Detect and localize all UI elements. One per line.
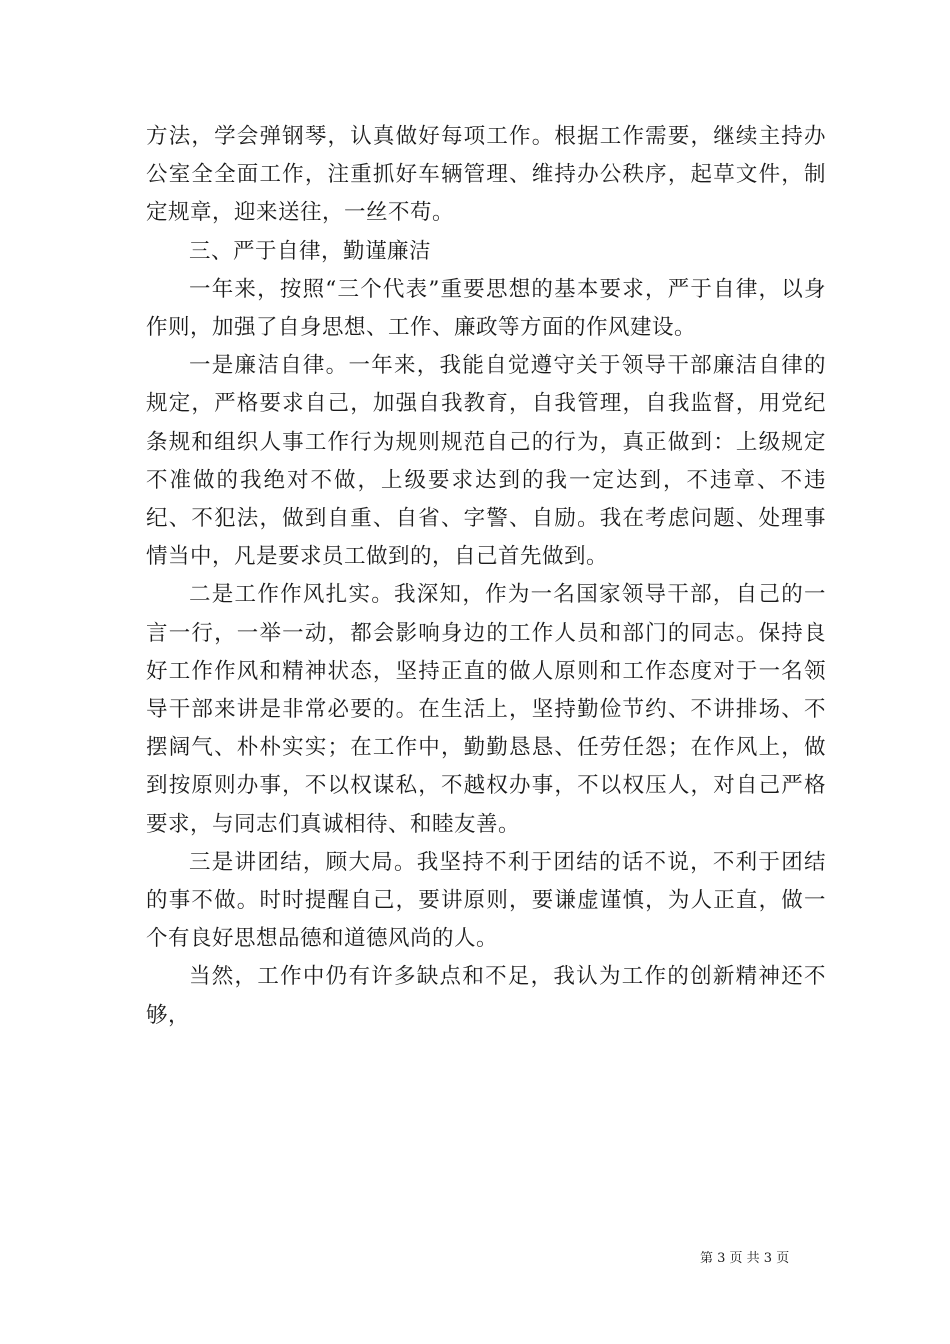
section-heading: 三、严于自律，勤谨廉洁 <box>189 238 432 264</box>
paragraph-integrity: 一是廉洁自律。一年来，我能自觉遵守关于领导干部廉洁自律的规定，严格要求自己，加强自我教育，自我管理，自我监督，用党纪条规和组织人事工作行为规则规范自己的行为，真正做到：上级规定不准做的我绝对不做，上级要求达到的我一定达到，不违章、不违纪、不犯法，做到自重、自省、字警、自励。我在考虑问题、处理事情当中，凡是要求员工做到的，自己首先做到。 <box>146 353 826 570</box>
paragraph-work-style: 二是工作作风扎实。我深知，作为一名国家领导干部，自己的一言一行，一举一动，都会影响身边的工作人员和部门的同志。保持良好工作作风和精神状态，坚持正直的做人原则和工作态度对于一名领导干部来讲是非常必要的。在生活上，坚持勤俭节约、不讲排场、不摆阔气、朴朴实实；在工作中，勤勤恳恳、任劳任怨；在作风上，做到按原则办事，不以权谋私，不越权办事，不以权压人，对自己严格要求，与同志们真诚相待、和睦友善。 <box>146 582 826 837</box>
paragraph-intro: 一年来，按照“三个代表”重要思想的基本要求，严于自律，以身作则，加强了自身思想、工作、廉政等方面的作风建设。 <box>146 276 826 341</box>
document-body <box>146 118 826 1035</box>
paragraph-shortcomings: 当然，工作中仍有许多缺点和不足，我认为工作的创新精神还不够， <box>146 964 826 1028</box>
paragraph-continued: 方法，学会弹钢琴，认真做好每项工作。根据工作需要，继续主持办公室全全面工作，注重抓好车辆管理、维持办公秩序，起草文件，制定规章，迎来送往，一丝不苟。 <box>146 124 826 226</box>
page-number-footer: 第 3 页 共 3 页 <box>700 1251 790 1266</box>
paragraph-unity: 三是讲团结，顾大局。我坚持不利于团结的话不说，不利于团结的事不做。时时提醒自己，要讲原则，要谦虚谨慎，为人正直，做一个有良好思想品德和道德风尚的人。 <box>146 849 826 952</box>
